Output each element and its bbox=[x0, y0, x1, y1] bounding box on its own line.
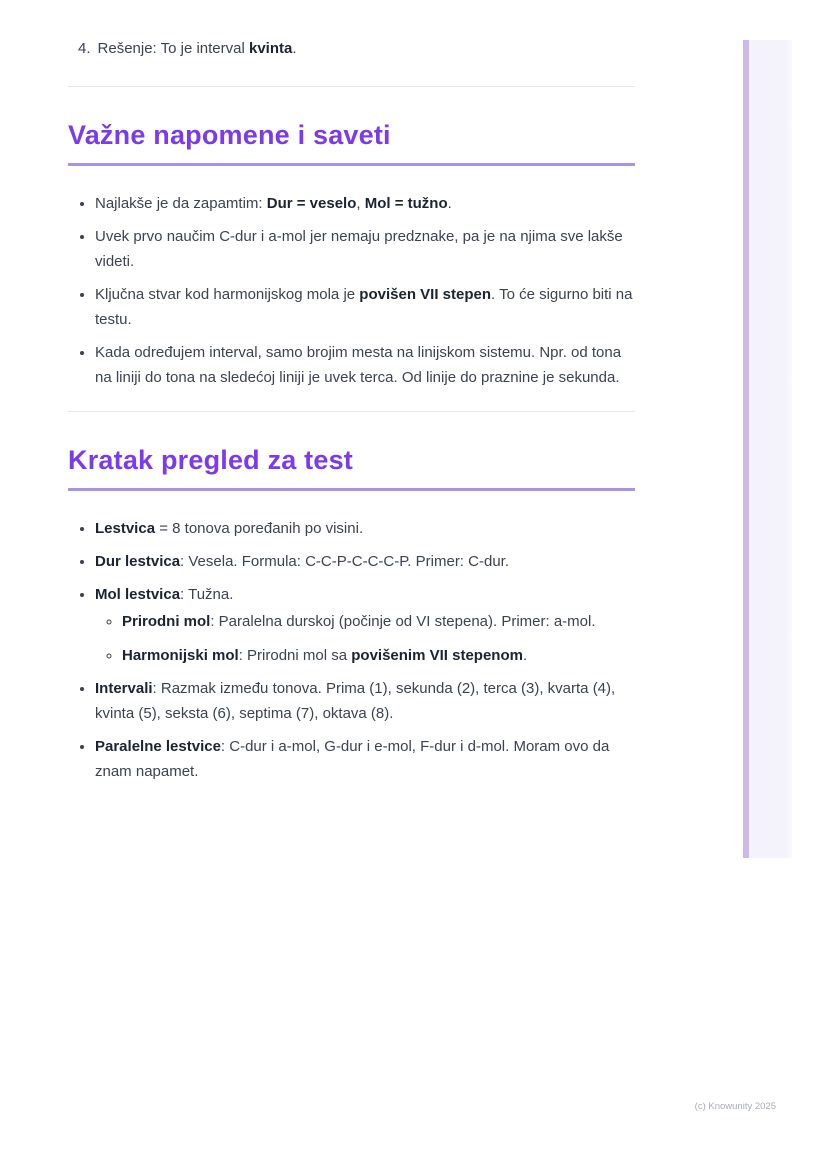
text: : Vesela. Formula: C-C-P-C-C-C-P. Primer: C-dur. bbox=[180, 553, 509, 570]
list-item-text bbox=[95, 553, 509, 570]
text: Ključna stvar kod harmonijskog mola je bbox=[95, 286, 360, 303]
solution-list bbox=[68, 36, 635, 61]
text: : C-dur i a-mol, G-dur i e-mol, F-dur i d-mol. Moram ovo da znam napamet. bbox=[95, 738, 610, 780]
text: Najlakše je da zapamtim: bbox=[95, 195, 267, 212]
solution-number: 4. bbox=[78, 40, 91, 57]
text: Kada određujem interval, samo brojim mesta na linijskom sistemu. Npr. od tona na liniji do tona na sledećoj liniji je uvek terca. Od linije do praznine je sekunda. bbox=[95, 344, 622, 386]
bold-text: Paralelne lestvice bbox=[95, 738, 221, 755]
bold-text: povišenim VII stepenom bbox=[351, 647, 523, 664]
text: : Razmak između tonova. Prima (1), sekunda (2), terca (3), kvarta (4), kvinta (5), seksta (6), septima (7), oktava (8). bbox=[95, 680, 616, 722]
list-item bbox=[95, 224, 635, 274]
list-item-text bbox=[95, 586, 233, 603]
text: . To će sigurno biti na testu. bbox=[95, 286, 633, 328]
text: : Paralelna durskoj (počinje od VI stepena). Primer: a-mol. bbox=[210, 613, 596, 630]
list-item-text bbox=[95, 520, 363, 537]
list-item-text bbox=[95, 680, 615, 722]
list-item bbox=[95, 340, 635, 390]
text: . bbox=[447, 195, 452, 212]
list-item-text bbox=[95, 195, 452, 212]
list-item-text bbox=[95, 344, 621, 386]
list-item bbox=[95, 191, 635, 216]
section-title-review: Kratak pregled za test bbox=[68, 444, 635, 491]
bold-text: Dur lestvica bbox=[95, 553, 181, 570]
solution-text bbox=[98, 40, 297, 57]
text: Uvek prvo naučim C-dur i a-mol jer nemaju predznake, pa je na njima sve lakše videti. bbox=[95, 228, 623, 270]
list-item-text bbox=[95, 738, 609, 780]
nested-bullet-list bbox=[95, 609, 635, 668]
text: : Tužna. bbox=[180, 586, 234, 603]
bullet-list-review bbox=[68, 516, 635, 784]
bold-text: Harmonijski mol bbox=[122, 647, 239, 664]
section-review bbox=[68, 444, 635, 784]
bold-text: Mol lestvica bbox=[95, 586, 181, 603]
section-divider bbox=[68, 86, 635, 87]
section-notes bbox=[68, 119, 635, 390]
section-title-notes: Važne napomene i saveti bbox=[68, 119, 635, 166]
bold-text: Dur = veselo bbox=[266, 195, 357, 212]
text: . bbox=[522, 647, 528, 664]
sub-list-item bbox=[122, 643, 635, 668]
text: = 8 tonova poređanih po visini. bbox=[155, 520, 364, 537]
list-item bbox=[95, 282, 635, 332]
text: Rešenje: To je interval bbox=[97, 40, 249, 57]
bold-text: Intervali bbox=[95, 680, 153, 697]
list-item bbox=[95, 734, 635, 784]
list-item bbox=[95, 582, 635, 668]
list-item bbox=[95, 516, 635, 541]
bullet-list-notes bbox=[68, 191, 635, 390]
bold-text: povišen VII stepen bbox=[359, 286, 492, 303]
bold-text: Lestvica bbox=[95, 520, 156, 537]
solution-item bbox=[78, 36, 635, 61]
list-item-text bbox=[122, 613, 596, 630]
page-content bbox=[68, 36, 635, 784]
bold-text: Prirodni mol bbox=[122, 613, 211, 630]
list-item-text bbox=[122, 647, 527, 664]
list-item-text bbox=[95, 228, 623, 270]
text: . bbox=[292, 40, 297, 57]
page-margin-strip bbox=[743, 40, 792, 858]
list-item bbox=[95, 676, 635, 726]
text: , bbox=[356, 195, 365, 212]
bold-text: Mol = tužno bbox=[364, 195, 448, 212]
text: : Prirodni mol sa bbox=[238, 647, 352, 664]
section-divider bbox=[68, 411, 635, 412]
bold-text: kvinta bbox=[249, 40, 293, 57]
sub-list-item bbox=[122, 609, 635, 634]
footer-copyright: (c) Knowunity 2025 bbox=[694, 1101, 776, 1112]
list-item-text bbox=[95, 286, 633, 328]
list-item bbox=[95, 549, 635, 574]
